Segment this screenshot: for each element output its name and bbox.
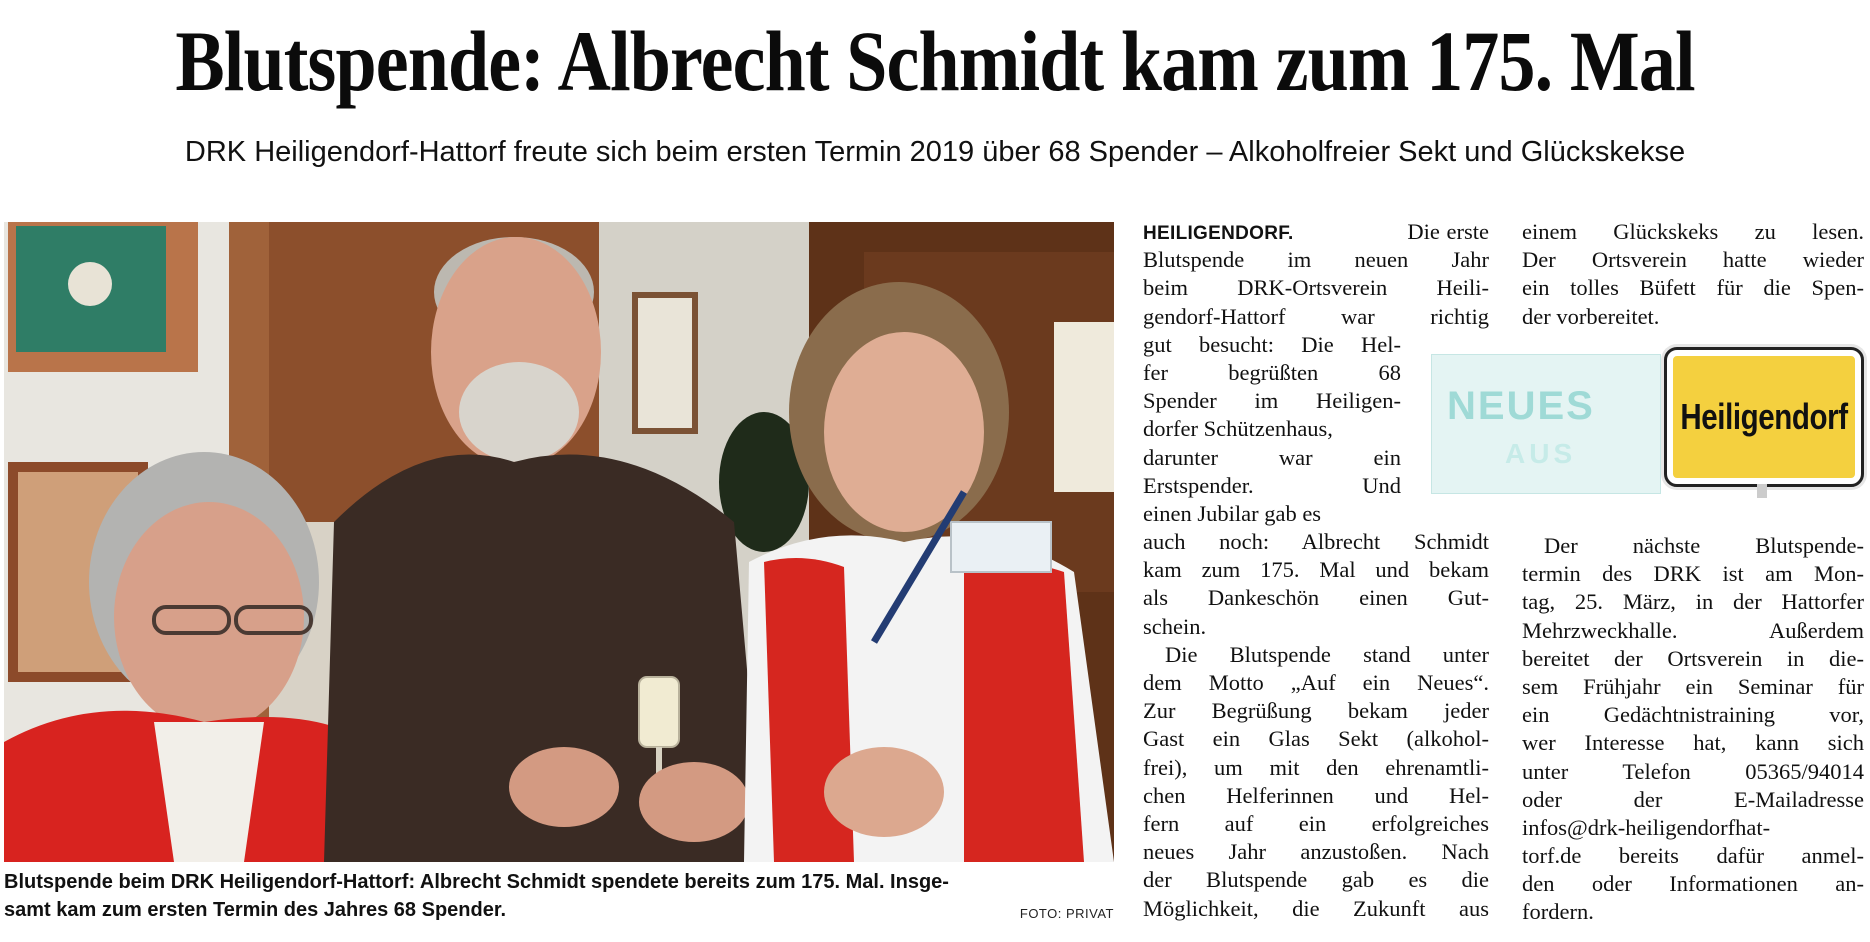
article-line: beim DRK-Ortsverein Heili- <box>1143 275 1489 301</box>
article-line: Die Blutspende stand unter <box>1165 641 1489 667</box>
article-line: Der nächste Blutspende- <box>1544 533 1864 558</box>
article-line: neues Jahr anzustoßen. Nach <box>1143 839 1489 865</box>
article-line: fern auf ein erfolgreiches <box>1143 810 1489 836</box>
article-line: frei), um mit den ehrenamtli- <box>1143 754 1489 780</box>
photo-caption <box>4 868 1114 924</box>
neues-label: NEUES <box>1447 384 1595 428</box>
article-line <box>1143 218 1489 246</box>
article-line: den oder Informationen an- <box>1522 871 1864 897</box>
article-line: der vorbereitet. <box>1522 303 1660 329</box>
article-line: einen Jubilar gab es <box>1143 500 1322 526</box>
article-line: schein. <box>1143 613 1207 639</box>
article-line: einem Glückskeks zu lesen. <box>1522 219 1864 244</box>
article-line: gut besucht: Die Hel- <box>1143 331 1401 357</box>
article-line: Erstspender. Und <box>1143 472 1401 498</box>
article-line: kam zum 175. Mal und bekam <box>1143 557 1489 583</box>
town-sign-label: Heiligendorf <box>1680 396 1848 437</box>
article-line: ein Gedächtnistraining vor, <box>1522 702 1864 728</box>
article-line: auch noch: Albrecht Schmidt <box>1143 529 1489 555</box>
article-line: darunter war ein <box>1143 444 1401 470</box>
article-line: Zur Begrüßung bekam jeder <box>1143 698 1489 724</box>
neues-aus-heiligendorf-graphic <box>1431 350 1865 498</box>
headline: Blutspende: Albrecht Schmidt kam zum 175. Mal <box>175 13 1695 109</box>
article-line: dorfer Schützenhaus, <box>1143 416 1333 442</box>
article-line: termin des DRK ist am Mon- <box>1522 561 1864 587</box>
article-line: tag, 25. März, in der Hattorfer <box>1522 589 1864 615</box>
photo-illustration <box>4 222 1114 862</box>
article-line: Blutspende im neuen Jahr <box>1143 247 1489 273</box>
article-line: Möglichkeit, die Zukunft aus <box>1143 895 1489 921</box>
article-line: bereitet der Ortsverein in die- <box>1522 645 1864 671</box>
article-column-1 <box>1143 218 1489 923</box>
article-line: Mehrzweckhalle. Außerdem <box>1522 617 1864 643</box>
article-line: torf.de bereits dafür anmel- <box>1522 843 1864 869</box>
article-line: chen Helferinnen und Hel- <box>1143 782 1489 808</box>
article-line: unter Telefon 05365/94014 <box>1522 758 1864 784</box>
article-line: oder der E-Mailadresse <box>1522 786 1864 812</box>
caption-line: Blutspende beim DRK Heiligendorf-Hattorf: Albrecht Schmidt spendete bereits zum 175. Mal. Insge- <box>4 871 949 893</box>
article-line: Spender im Heiligen- <box>1143 388 1401 414</box>
town-sign <box>1667 350 1861 484</box>
article-photo <box>4 222 1114 862</box>
article-column-2-bottom <box>1522 532 1864 927</box>
article-line: wer Interesse hat, kann sich <box>1522 730 1864 756</box>
aus-label: AUS <box>1505 438 1577 469</box>
article-line: der Blutspende gab es die <box>1143 867 1489 893</box>
article-line: als Dankeschön einen Gut- <box>1143 585 1489 611</box>
sign-post <box>1757 484 1767 498</box>
article-line: dem Motto „Auf ein Neues“. <box>1143 670 1489 695</box>
article-line: sem Frühjahr ein Seminar für <box>1522 673 1864 699</box>
dateline: HEILIGENDORF. <box>1143 223 1294 244</box>
article-column-2-top <box>1522 218 1864 331</box>
article-line: fer begrüßten 68 <box>1143 359 1401 385</box>
photo-credit: FOTO: PRIVAT <box>1019 906 1114 921</box>
article-line: infos@drk-heiligendorfhat- <box>1522 814 1771 840</box>
article-line: Der Ortsverein hatte wieder <box>1522 247 1864 273</box>
article-line: Gast ein Glas Sekt (alkohol- <box>1143 726 1489 752</box>
article-line: ein tolles Büfett für die Spen- <box>1522 275 1864 301</box>
article-line: fordern. <box>1522 899 1594 925</box>
article-text: Die erste <box>1407 219 1489 244</box>
subheadline: DRK Heiligendorf-Hattorf freute sich beim ersten Termin 2019 über 68 Spender – Alkoholfreier Sekt und Glückskekse <box>184 136 1686 168</box>
article-line: gendorf-Hattorf war richtig <box>1143 303 1489 329</box>
caption-line: samt kam zum ersten Termin des Jahres 68 Spender. <box>4 899 507 921</box>
